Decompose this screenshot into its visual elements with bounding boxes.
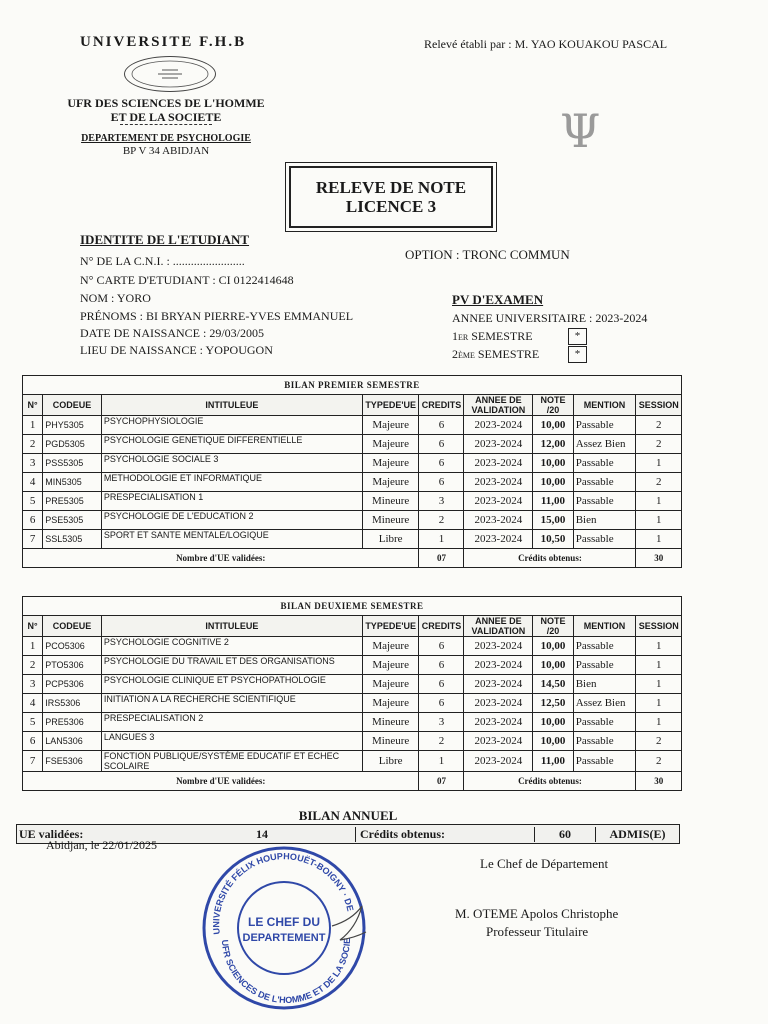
ue-credits: 2 [419, 511, 464, 530]
ue-mention: Passable [573, 637, 636, 656]
ue-validated-label: Nombre d'UE validées: [23, 772, 419, 791]
ue-code: PGD5305 [43, 435, 102, 454]
bp-address: BP V 34 ABIDJAN [122, 145, 210, 157]
ue-code: SSL5305 [43, 530, 102, 549]
ue-session: 1 [636, 675, 682, 694]
annual-ue-value: 14 [256, 826, 268, 841]
ue-type: Majeure [362, 454, 419, 473]
semester1-label: 1er SEMESTRE [452, 329, 533, 343]
ue-credits: 6 [419, 694, 464, 713]
birth-place: LIEU DE NAISSANCE : YOPOUGON [80, 343, 273, 357]
ue-title: PRESPECIALISATION 2 [101, 713, 362, 732]
row-number: 7 [23, 530, 43, 549]
row-number: 5 [23, 492, 43, 511]
col-header: ANNEE DE VALIDATION [464, 616, 533, 637]
ue-title: PSYCHOLOGIE SOCIALE 3 [101, 454, 362, 473]
semester2-label: 2ème SEMESTRE [452, 347, 540, 361]
col-header: NOTE /20 [533, 395, 573, 416]
ue-title: PSYCHOPHYSIOLOGIE [101, 416, 362, 435]
ue-title: PSYCHOLOGIE GENETIQUE DIFFERENTIELLE [101, 435, 362, 454]
psi-logo-icon: Ψ [560, 104, 601, 158]
row-number: 6 [23, 732, 43, 751]
table-row [23, 416, 682, 435]
col-header: NOTE /20 [533, 616, 573, 637]
row-number: 1 [23, 416, 43, 435]
stamp-center-line2: DEPARTEMENT [242, 932, 326, 944]
option: OPTION : TRONC COMMUN [405, 247, 570, 262]
semester1-summary [23, 549, 682, 568]
ue-code: PSS5305 [43, 454, 102, 473]
col-header: SESSION [636, 616, 682, 637]
credits-label: Crédits obtenus: [464, 772, 636, 791]
document-title-box [289, 166, 493, 228]
table-row [23, 751, 682, 772]
birth-date: DATE DE NAISSANCE : 29/03/2005 [80, 326, 265, 340]
ue-session: 1 [636, 637, 682, 656]
releve-etabli-par: Relevé établi par : M. YAO KOUAKOU PASCAL [424, 37, 668, 51]
table-row [23, 675, 682, 694]
validation-year: 2023-2024 [464, 530, 533, 549]
row-number: 7 [23, 751, 43, 772]
ue-session: 2 [636, 473, 682, 492]
table-row [23, 473, 682, 492]
ue-credits: 6 [419, 675, 464, 694]
row-number: 2 [23, 435, 43, 454]
divider [120, 124, 212, 125]
ue-title: LANGUES 3 [101, 732, 362, 751]
ue-mention: Passable [573, 656, 636, 675]
ue-code: IRS5306 [43, 694, 102, 713]
student-card-number: N° CARTE D'ETUDIANT : CI 0122414648 [80, 273, 294, 287]
col-header: CREDITS [419, 616, 464, 637]
table-row [23, 530, 682, 549]
ue-grade: 12,50 [533, 694, 573, 713]
ue-credits: 6 [419, 656, 464, 675]
ue-session: 2 [636, 416, 682, 435]
ue-grade: 10,00 [533, 416, 573, 435]
validation-year: 2023-2024 [464, 694, 533, 713]
annual-credits-value: 60 [534, 827, 596, 842]
ue-session: 1 [636, 492, 682, 511]
ue-code: PCO5306 [43, 637, 102, 656]
semester2-title: BILAN DEUXIEME SEMESTRE [23, 597, 682, 616]
ue-session: 1 [636, 694, 682, 713]
ue-session: 2 [636, 435, 682, 454]
row-number: 1 [23, 637, 43, 656]
ue-code: LAN5306 [43, 732, 102, 751]
student-firstnames: PRÉNOMS : BI BRYAN PIERRE-YVES EMMANUEL [80, 309, 354, 323]
ue-type: Majeure [362, 656, 419, 675]
validation-year: 2023-2024 [464, 416, 533, 435]
department-line: DEPARTEMENT DE PSYCHOLOGIE [81, 133, 251, 144]
ue-code: PRE5306 [43, 713, 102, 732]
ue-grade: 10,00 [533, 454, 573, 473]
ue-type: Mineure [362, 492, 419, 511]
ue-grade: 10,00 [533, 732, 573, 751]
ue-title: METHODOLOGIE ET INFORMATIQUE [101, 473, 362, 492]
credits-value: 30 [636, 549, 682, 568]
validation-year: 2023-2024 [464, 473, 533, 492]
semester1-checkbox: * [568, 328, 587, 345]
ue-code: PTO5306 [43, 656, 102, 675]
ue-type: Libre [362, 530, 419, 549]
ue-session: 2 [636, 732, 682, 751]
ue-session: 1 [636, 656, 682, 675]
validation-year: 2023-2024 [464, 656, 533, 675]
ue-code: MIN5305 [43, 473, 102, 492]
ue-title: SPORT ET SANTE MENTALE/LOGIQUE [101, 530, 362, 549]
table-row [23, 492, 682, 511]
department-name [60, 132, 272, 158]
ue-mention: Bien [573, 511, 636, 530]
ufr-line2: ET DE LA SOCIETE [110, 110, 222, 124]
ue-code: PRE5305 [43, 492, 102, 511]
validation-year: 2023-2024 [464, 511, 533, 530]
ue-type: Majeure [362, 435, 419, 454]
col-header: INTITULEUE [101, 616, 362, 637]
row-number: 2 [23, 656, 43, 675]
identity-section-title: IDENTITE DE L'ETUDIANT [80, 232, 250, 247]
row-number: 6 [23, 511, 43, 530]
ue-credits: 3 [419, 713, 464, 732]
annual-credits-label: Crédits obtenus: [355, 827, 534, 842]
ue-grade: 15,00 [533, 511, 573, 530]
title-line1: RELEVE DE NOTE [315, 178, 467, 197]
ue-session: 1 [636, 530, 682, 549]
row-number: 4 [23, 694, 43, 713]
department-stamp [200, 844, 368, 1012]
ue-grade: 10,50 [533, 530, 573, 549]
ue-title: INITIATION A LA RECHERCHE SCIENTIFIQUE [101, 694, 362, 713]
semester2-summary [23, 772, 682, 791]
col-header: ANNEE DE VALIDATION [464, 395, 533, 416]
table-row [23, 694, 682, 713]
ue-grade: 11,00 [533, 751, 573, 772]
stamp-center-line1: LE CHEF DU [248, 915, 320, 929]
ue-title: PSYCHOLOGIE DU TRAVAIL ET DES ORGANISATIONS [101, 656, 362, 675]
row-number: 5 [23, 713, 43, 732]
table-header-row [23, 395, 682, 416]
ue-title: PSYCHOLOGIE CLINIQUE ET PSYCHOPATHOLOGIE [101, 675, 362, 694]
ue-mention: Passable [573, 454, 636, 473]
ue-title: FONCTION PUBLIQUE/SYSTÈME EDUCATIF ET ECHEC SCOLAIRE [101, 751, 362, 772]
table-row [23, 637, 682, 656]
ue-credits: 6 [419, 637, 464, 656]
table-row [23, 511, 682, 530]
col-header: INTITULEUE [101, 395, 362, 416]
table-row [23, 435, 682, 454]
credits-label: Crédits obtenus: [464, 549, 636, 568]
validation-year: 2023-2024 [464, 732, 533, 751]
validation-year: 2023-2024 [464, 454, 533, 473]
stamp-outer-text: UNIVERSITÉ FÉLIX HOUPHOUËT-BOIGNY · DE [211, 851, 356, 935]
ufr-line1: UFR DES SCIENCES DE L'HOMME [67, 96, 265, 110]
ue-session: 1 [636, 454, 682, 473]
ue-code: PHY5305 [43, 416, 102, 435]
col-header: CODEUE [43, 395, 102, 416]
ue-grade: 10,00 [533, 656, 573, 675]
annual-result: ADMIS(E) [609, 826, 666, 841]
ue-title: PSYCHOLOGIE COGNITIVE 2 [101, 637, 362, 656]
semester1-table [22, 375, 682, 568]
ue-code: FSE5306 [43, 751, 102, 772]
table-row [23, 732, 682, 751]
annual-ue-label: UE validées: [19, 826, 84, 841]
validation-year: 2023-2024 [464, 751, 533, 772]
chef-name: M. OTEME Apolos Christophe [455, 906, 619, 921]
row-number: 4 [23, 473, 43, 492]
ue-session: 2 [636, 751, 682, 772]
ue-grade: 10,00 [533, 637, 573, 656]
pv-title: PV D'EXAMEN [452, 292, 544, 307]
col-header: TYPEDE'UE [362, 616, 419, 637]
col-header: N° [23, 395, 43, 416]
ue-type: Libre [362, 751, 419, 772]
ue-type: Mineure [362, 713, 419, 732]
row-number: 3 [23, 454, 43, 473]
ue-type: Mineure [362, 732, 419, 751]
chef-rank: Professeur Titulaire [486, 924, 589, 939]
validation-year: 2023-2024 [464, 637, 533, 656]
ue-mention: Passable [573, 492, 636, 511]
col-header: SESSION [636, 395, 682, 416]
cni-number: N° DE LA C.N.I. : ........................ [80, 254, 245, 268]
validation-year: 2023-2024 [464, 492, 533, 511]
annual-title: BILAN ANNUEL [298, 808, 398, 823]
ue-credits: 2 [419, 732, 464, 751]
ue-mention: Assez Bien [573, 435, 636, 454]
table-row [23, 454, 682, 473]
table-row [23, 713, 682, 732]
ue-mention: Passable [573, 751, 636, 772]
ue-mention: Passable [573, 530, 636, 549]
ue-credits: 6 [419, 454, 464, 473]
university-name: UNIVERSITE F.H.B [80, 34, 247, 50]
ue-validated-value: 07 [419, 549, 464, 568]
col-header: N° [23, 616, 43, 637]
ufr-name [60, 96, 272, 124]
ue-credits: 1 [419, 751, 464, 772]
row-number: 3 [23, 675, 43, 694]
ue-mention: Bien [573, 675, 636, 694]
ue-type: Majeure [362, 694, 419, 713]
ue-grade: 11,00 [533, 492, 573, 511]
title-line2: LICENCE 3 [345, 197, 437, 216]
ue-credits: 6 [419, 416, 464, 435]
ue-code: PSE5305 [43, 511, 102, 530]
ue-type: Majeure [362, 637, 419, 656]
validation-year: 2023-2024 [464, 713, 533, 732]
table-header-row [23, 616, 682, 637]
academic-year: ANNEE UNIVERSITAIRE : 2023-2024 [452, 311, 648, 325]
ue-type: Majeure [362, 675, 419, 694]
university-seal-logo [124, 56, 216, 92]
ue-mention: Passable [573, 416, 636, 435]
col-header: MENTION [573, 616, 636, 637]
ue-mention: Passable [573, 713, 636, 732]
ue-type: Majeure [362, 416, 419, 435]
ue-credits: 6 [419, 473, 464, 492]
ue-type: Mineure [362, 511, 419, 530]
ue-type: Majeure [362, 473, 419, 492]
ue-title: PRESPECIALISATION 1 [101, 492, 362, 511]
col-header: CREDITS [419, 395, 464, 416]
semester1-title: BILAN PREMIER SEMESTRE [23, 376, 682, 395]
table-row [23, 656, 682, 675]
validation-year: 2023-2024 [464, 435, 533, 454]
validation-year: 2023-2024 [464, 675, 533, 694]
ue-grade: 10,00 [533, 473, 573, 492]
ue-credits: 3 [419, 492, 464, 511]
chef-title: Le Chef de Département [480, 856, 609, 871]
ue-mention: Assez Bien [573, 694, 636, 713]
col-header: MENTION [573, 395, 636, 416]
ue-session: 1 [636, 713, 682, 732]
ue-grade: 14,50 [533, 675, 573, 694]
ue-credits: 6 [419, 435, 464, 454]
place-date: Abidjan, le 22/01/2025 [46, 838, 157, 852]
ue-credits: 1 [419, 530, 464, 549]
credits-value: 30 [636, 772, 682, 791]
ue-validated-label: Nombre d'UE validées: [23, 549, 419, 568]
semester2-checkbox: * [568, 346, 587, 363]
col-header: TYPEDE'UE [362, 395, 419, 416]
student-surname: NOM : YORO [80, 291, 151, 305]
stamp-bottom-text: UFR SCIENCES DE L'HOMME ET DE LA SOCIE [219, 937, 353, 1006]
ue-mention: Passable [573, 473, 636, 492]
ue-grade: 10,00 [533, 713, 573, 732]
ue-mention: Passable [573, 732, 636, 751]
semester2-table [22, 596, 682, 791]
ue-validated-value: 07 [419, 772, 464, 791]
ue-title: PSYCHOLOGIE DE L'EDUCATION 2 [101, 511, 362, 530]
ue-grade: 12,00 [533, 435, 573, 454]
ue-session: 1 [636, 511, 682, 530]
ue-code: PCP5306 [43, 675, 102, 694]
col-header: CODEUE [43, 616, 102, 637]
